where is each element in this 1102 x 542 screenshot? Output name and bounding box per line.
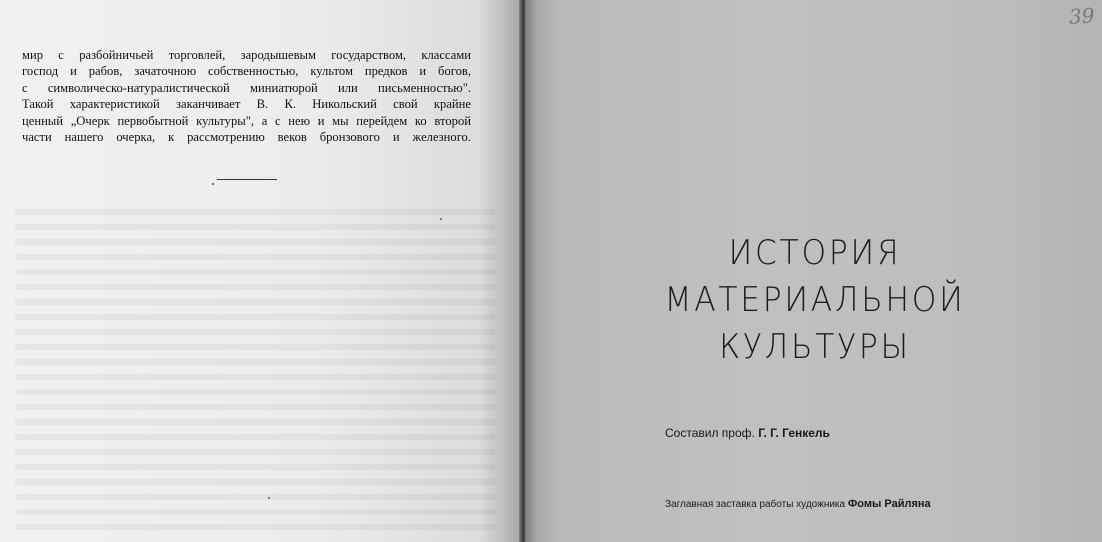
title-line: ИСТОРИЯ bbox=[728, 233, 902, 273]
book-title bbox=[625, 230, 1005, 371]
artist-credit bbox=[665, 498, 1025, 510]
text-line: мир с разбойничьей торговлей, зародышевым государством, классами bbox=[22, 48, 471, 62]
right-page bbox=[525, 0, 1102, 542]
body-paragraph bbox=[22, 47, 471, 145]
bleed-through-texture bbox=[15, 200, 495, 530]
artist-name: Фомы Райляна bbox=[847, 498, 931, 510]
print-speck bbox=[212, 183, 214, 185]
title-line: КУЛЬТУРЫ bbox=[719, 327, 911, 367]
compiler-name: Г. Г. Генкель bbox=[758, 426, 830, 440]
text-line: Такой характеристикой заканчивает В. К. Никольский свой крайне bbox=[22, 97, 471, 112]
section-divider-rule bbox=[217, 179, 277, 180]
print-speck bbox=[440, 218, 442, 220]
text-line: господ и рабов, зачаточною собственностью, культом предков и богов, bbox=[22, 64, 471, 79]
text-line: части нашего очерка, к рассмотрению веков бронзового и железного. bbox=[22, 130, 471, 145]
text-line: с символическо-натуралистической миниатюрой или письменностью". bbox=[22, 80, 471, 95]
left-page bbox=[0, 0, 521, 542]
handwritten-page-number: 39 bbox=[1067, 3, 1095, 29]
print-speck bbox=[268, 497, 270, 499]
artist-prefix: Заглавная заставка работы художника bbox=[665, 499, 846, 510]
title-line: МАТЕРИАЛЬНОЙ bbox=[664, 280, 966, 320]
compiler-credit bbox=[665, 426, 1005, 440]
compiler-prefix: Составил проф. bbox=[665, 426, 755, 440]
text-line: ценный „Очерк первобытной культуры", а с нею и мы перейдем ко второй bbox=[22, 113, 471, 128]
